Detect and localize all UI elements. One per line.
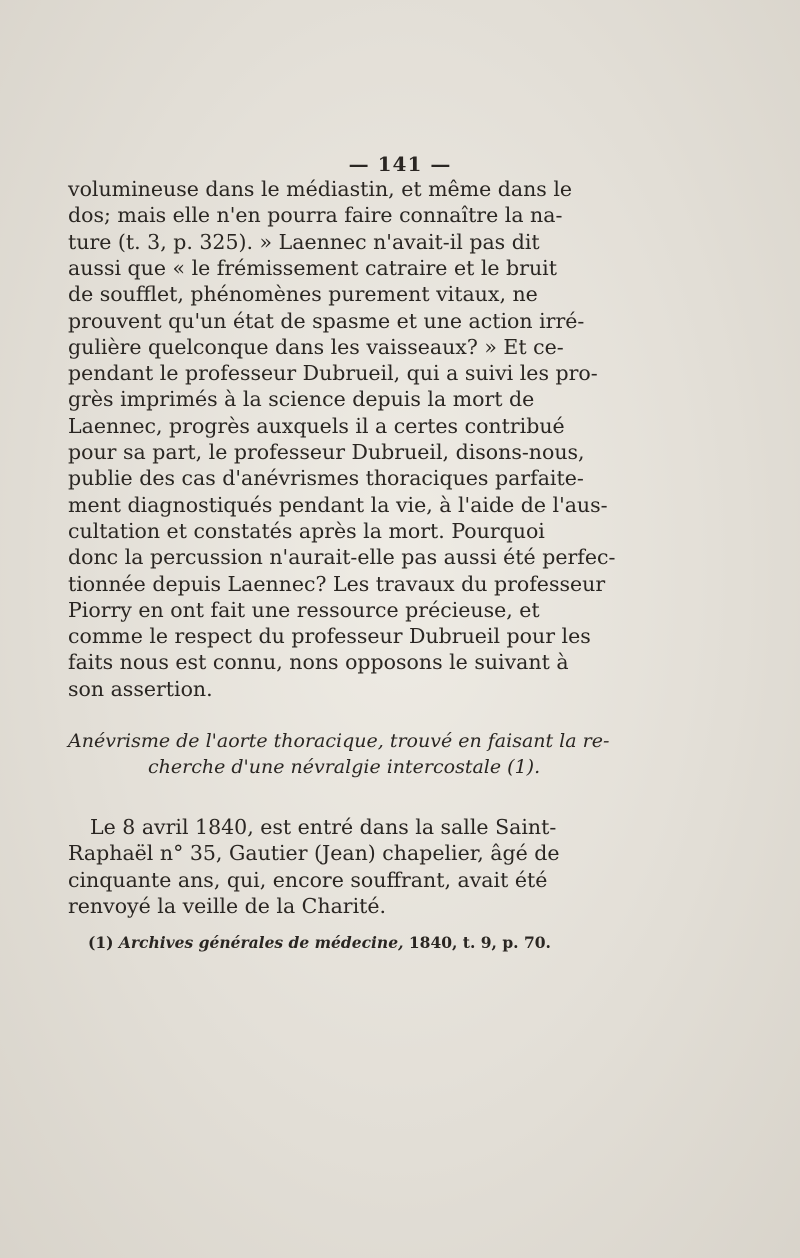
text-line: Raphaël n° 35, Gautier (Jean) chapelier, âgé de [68, 841, 560, 866]
footnote-marker: (1) [88, 933, 114, 952]
text-line: volumineuse dans le médiastin, et même dans le [68, 177, 573, 201]
text-line: cinquante ans, qui, encore souffrant, avait été [68, 867, 548, 892]
text-line: pendant le professeur Dubrueil, qui a suivi les pro- [68, 361, 598, 386]
text-line: ture (t. 3, p. 325). » Laennec n'avait-il pas dit [68, 229, 540, 254]
footnote [88, 932, 551, 954]
text-line: Laennec, progrès auxquels il a certes contribué [68, 413, 565, 438]
text-line: grès imprimés à la science depuis la mort de [68, 387, 535, 412]
page-number: — 141 — [348, 152, 452, 176]
text-line: ment diagnostiqués pendant la vie, à l'aide de l'aus- [68, 492, 608, 517]
footnote-title: Archives générales de médecine, [118, 933, 404, 952]
text-line: dos; mais elle n'en pourra faire connaître la na- [68, 203, 563, 228]
text-line: de soufflet, phénomènes purement vitaux, ne [68, 282, 538, 307]
text-line: Le 8 avril 1840, est entré dans la salle Saint- [90, 815, 557, 839]
text-line: renvoyé la veille de la Charité. [68, 893, 387, 918]
text-line: aussi que « le frémissement catraire et le bruit [68, 255, 557, 280]
text-line: pour sa part, le professeur Dubrueil, disons-nous, [68, 440, 585, 464]
text-line: publie des cas d'anévrismes thoraciques parfaite- [68, 466, 584, 491]
text-line: gulière quelconque dans les vaisseaux? » Et ce- [68, 334, 564, 359]
text-line: donc la percussion n'aurait-elle pas aussi été perfec- [68, 545, 616, 570]
text-line: cultation et constatés après la mort. Pourquoi [68, 518, 545, 543]
text-line: faits nous est connu, nons opposons le suivant à [68, 650, 569, 675]
text-line: prouvent qu'un état de spasme et une action irré- [68, 308, 585, 333]
text-line: tionnée depuis Laennec? Les travaux du professeur [68, 571, 606, 596]
text-line: son assertion. [68, 676, 213, 701]
section-heading-line-2: cherche d'une névralgie intercostale (1). [148, 756, 541, 778]
text-line: Piorry en ont fait une ressource précieuse, et [68, 597, 540, 622]
footnote-reference: 1840, t. 9, p. 70. [408, 933, 551, 952]
section-heading-line-1: Anévrisme de l'aorte thoracique, trouvé en faisant la re- [68, 730, 610, 752]
text-line: comme le respect du professeur Dubrueil pour les [68, 624, 591, 649]
